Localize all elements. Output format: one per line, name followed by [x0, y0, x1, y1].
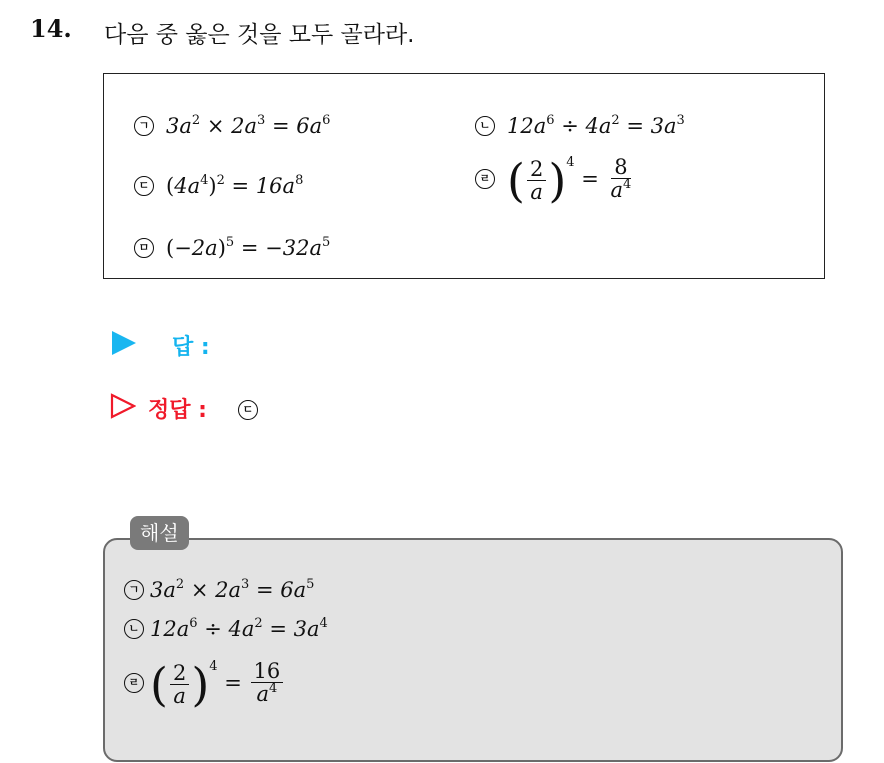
option-marker: ㄹ — [475, 169, 495, 189]
exponent: 4 — [209, 659, 218, 674]
exponent: 4 — [623, 177, 632, 192]
exponent: 5 — [321, 235, 331, 250]
exponent: 2 — [175, 577, 185, 592]
term: 3a — [150, 578, 176, 602]
term: a — [256, 682, 269, 706]
fraction — [170, 662, 189, 707]
term: a — [610, 178, 624, 202]
term: 3a — [650, 114, 677, 138]
exponent: 3 — [241, 577, 250, 592]
exponent: 4 — [269, 681, 278, 696]
operator: ÷ — [561, 114, 579, 138]
explanation-line-2: ㄴ $12a^6 \div 4a^2 = 3a^4$ — [124, 617, 328, 641]
option-1: ㄱ $3a^2 \times 2a^3 = 6a^6$ — [134, 114, 330, 138]
question-text: 다음 중 옳은 것을 모두 골라라. — [104, 22, 415, 48]
option-marker: ㄱ — [134, 116, 154, 136]
option-marker: ㄹ — [124, 673, 144, 693]
fraction — [251, 660, 284, 709]
exponent: 2 — [611, 113, 620, 128]
operator: × — [206, 114, 225, 138]
term: −32a — [265, 236, 322, 260]
term: 2a — [231, 114, 258, 138]
explanation-tab: 해설 — [130, 516, 189, 550]
explanation-line-3: ㄹ ( $\frac{2}{a}$ )$^4$ = $\frac{16}{a^4}$ — [124, 660, 285, 709]
term: 4a — [228, 617, 255, 641]
exponent: 4 — [566, 155, 575, 170]
option-marker: ㅁ — [134, 238, 154, 258]
term: 3a — [293, 617, 320, 641]
term: 12a — [150, 617, 190, 641]
answer-label: 답 : — [172, 335, 210, 360]
term: 3a — [166, 114, 192, 138]
option-5: ㅁ $(-2a)^5 = -32a^5$ — [134, 236, 330, 260]
explanation-line-1: ㄱ $3a^2 \times 2a^3 = 6a^5$ — [124, 578, 314, 602]
exponent: 6 — [322, 113, 331, 128]
exponent: 6 — [546, 113, 555, 128]
correct-answer-label: 정답 : — [148, 398, 207, 423]
exponent: 2 — [191, 113, 201, 128]
correct-marker: ㄷ — [238, 400, 258, 420]
exponent: 5 — [225, 235, 235, 250]
numerator: 2 — [170, 662, 189, 685]
term: 6a — [280, 578, 307, 602]
denominator — [608, 179, 635, 205]
fraction — [527, 158, 546, 203]
option-marker: ㄱ — [124, 580, 144, 600]
option-marker: ㄷ — [134, 176, 154, 196]
numerator: 8 — [611, 156, 630, 179]
exponent: 4 — [200, 173, 209, 188]
operator: × — [190, 578, 209, 602]
fraction — [608, 156, 635, 205]
term: −2a — [174, 236, 218, 260]
explanation-box — [103, 538, 843, 762]
exponent: 5 — [306, 577, 315, 592]
correct-arrow-icon — [110, 393, 136, 419]
denominator: a — [530, 180, 543, 204]
term: 16a — [255, 174, 296, 198]
denominator — [253, 683, 280, 709]
correct-answer-value — [238, 398, 270, 422]
exponent: 8 — [295, 173, 304, 188]
term: 4a — [174, 174, 201, 198]
option-2: ㄴ $12a^6 \div 4a^2 = 3a^3$ — [475, 114, 685, 138]
exponent: 3 — [676, 113, 685, 128]
exponent: 3 — [257, 113, 266, 128]
exponent: 2 — [216, 173, 225, 188]
numerator: 16 — [251, 660, 284, 683]
question-number: 14. — [30, 14, 72, 43]
answer-arrow-icon — [112, 331, 136, 355]
term: 12a — [507, 114, 547, 138]
option-marker: ㄴ — [475, 116, 495, 136]
term: 6a — [296, 114, 323, 138]
numerator: 2 — [527, 158, 546, 181]
option-marker: ㄴ — [124, 619, 144, 639]
exponent: 2 — [254, 616, 263, 631]
denominator: a — [173, 684, 186, 708]
option-4: ㄹ ( $\frac{2}{a}$ )$^4$ = $\frac{8}{a^4}$ — [475, 156, 636, 205]
exponent: 6 — [189, 616, 198, 631]
option-3: ㄷ $(4a^4)^2 = 16a^8$ — [134, 174, 303, 198]
term: 4a — [585, 114, 612, 138]
operator: ÷ — [204, 617, 222, 641]
term: 2a — [215, 578, 242, 602]
exponent: 4 — [319, 616, 328, 631]
